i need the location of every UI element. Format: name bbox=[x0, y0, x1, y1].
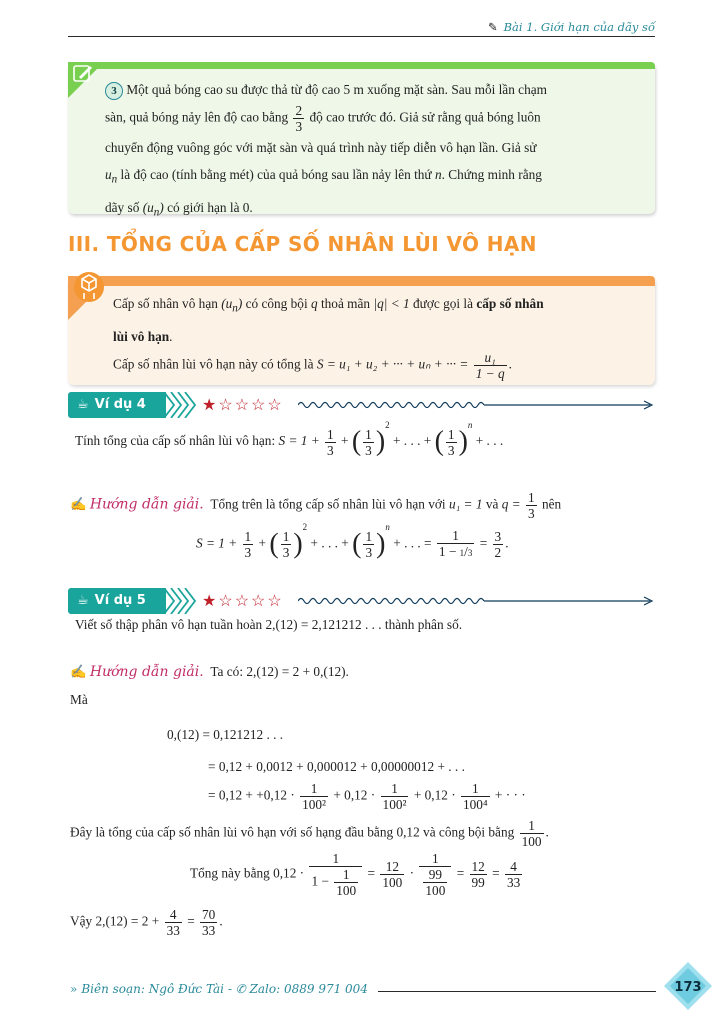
wavy-arrow bbox=[298, 398, 658, 412]
fraction-two-thirds: $\frac{2}{3}$ bbox=[295, 103, 303, 134]
double-chevron-icon: » bbox=[70, 982, 78, 996]
definition-box-topbar bbox=[68, 276, 655, 286]
exercise-line-5: dãy số $(u_n)$ có giới hạn là 0. bbox=[105, 199, 253, 219]
paren-right: ) bbox=[458, 426, 468, 457]
final-line: Vậy 2,(12) = 2 + $\frac{4}{33}$ = $\frac{70}{33}$ . bbox=[70, 907, 223, 938]
frac-3-2: $\frac{3}{2}$ bbox=[494, 529, 502, 560]
page-number-badge bbox=[662, 960, 714, 1012]
frac-1-100: $\frac{1}{100}$ bbox=[336, 867, 357, 898]
example-5-guide: ✍ Hướng dẫn giải. Ta có: 2,(12) = 2 + 0,(12). bbox=[70, 664, 349, 680]
example-4-guide: ✍ Hướng dẫn giải. Tổng trên là tổng cấp số nhân lùi vô hạn với u₁ = 1 và q = $\frac{1}{3}$ nên bbox=[70, 490, 562, 521]
definition-line-3: Cấp số nhân lùi vô hạn này có tổng là S = u₁ + u₂ + ··· + uₙ + ··· = $\frac{\text{u₁}}{1 - q}$ . bbox=[113, 349, 512, 381]
paren-right: ) bbox=[293, 528, 303, 560]
exercise-line-2: sàn, quả bóng nảy lên độ cao bằng $\frac{2}{3}$ độ cao trước đó. Giả sử rằng quả bóng luôn bbox=[105, 103, 541, 134]
total-line: Tổng này bằng 0,12 · 1 1 − $\frac{1}{100}$ = $\frac{12}{100}$ · $\frac{1}{\frac{99}{100}}$ = $\frac{12}{99}$ = $\frac{4}{33}$ bbox=[190, 851, 521, 898]
frac-1-3: $\frac{1}{3}$ bbox=[447, 426, 455, 458]
definition-line-1: Cấp số nhân vô hạn $(u_n)$ có công bội q thoả mãn |q| < 1 được gọi là cấp số nhân bbox=[113, 296, 544, 315]
frac-1-100sq: $\frac{1}{\text{100²}}$ bbox=[302, 781, 327, 812]
definition-text bbox=[113, 290, 643, 381]
frac-1-100sq: $\frac{1}{\text{100²}}$ bbox=[382, 781, 407, 812]
frac-sum-result: $\frac{1}{1 - 1/3}$ bbox=[438, 528, 473, 559]
frac-4-33: $\frac{4}{33}$ bbox=[166, 907, 180, 938]
frac-99-100: $\frac{99}{100}$ bbox=[425, 867, 446, 898]
frac-1-3: $\frac{1}{3}$ bbox=[327, 426, 334, 458]
exercise-text bbox=[105, 76, 641, 226]
footer-rule bbox=[378, 991, 656, 992]
exercise-line-1: 3 Một quả bóng cao su được thả từ độ cao 5 m xuống mặt sàn. Sau mỗi lần chạm bbox=[105, 76, 641, 103]
coffee-cup-icon: ☕ bbox=[77, 593, 89, 608]
running-header: ✎ Bài 1. Giới hạn của dãy số bbox=[487, 20, 655, 34]
example-5-problem: Viết số thập phân vô hạn tuần hoàn 2,(12) = 2,121212 . . . thành phân số. bbox=[75, 617, 463, 632]
example-4-label: ☕ Ví dụ 4 bbox=[68, 392, 166, 418]
frac-1-100: $\frac{1}{100}$ bbox=[521, 818, 542, 849]
frac-12-99: $\frac{12}{99}$ bbox=[471, 859, 485, 890]
frac-1-3: $\frac{1}{3}$ bbox=[365, 426, 372, 458]
frac-1-3: $\frac{1}{3}$ bbox=[365, 529, 373, 560]
frac-geometric-sum: 1 1 − $\frac{1}{100}$ bbox=[309, 851, 362, 898]
paren-right: ) bbox=[375, 426, 386, 457]
exercise-box-topbar bbox=[68, 62, 655, 69]
chevron-decoration bbox=[164, 588, 200, 614]
paren-right: ) bbox=[376, 528, 386, 560]
exercise-number: 3 bbox=[105, 82, 123, 100]
frac-1-3: $\frac{1}{3}$ bbox=[527, 490, 535, 521]
edit-icon: ✎ bbox=[487, 20, 498, 34]
hand-pencil-icon: ✍ bbox=[70, 496, 87, 512]
frac-1-3: $\frac{1}{3}$ bbox=[282, 529, 290, 560]
paren-left: ( bbox=[434, 426, 444, 457]
text-ma: Mà bbox=[70, 692, 88, 707]
head-cube-icon bbox=[70, 268, 110, 308]
sum-formula-fraction: $\frac{\text{u₁}}{1 - q}$ bbox=[475, 349, 505, 381]
coffee-cup-icon: ☕ bbox=[77, 397, 89, 412]
frac-4-33: $\frac{4}{33}$ bbox=[506, 859, 521, 890]
frac-12-100: $\frac{12}{100}$ bbox=[382, 859, 403, 890]
example-5-label: ☕ Ví dụ 5 bbox=[68, 588, 166, 614]
difficulty-stars: ★☆☆☆☆ bbox=[202, 591, 284, 610]
summary-line: Đây là tổng của cấp số nhân lùi vô hạn với số hạng đầu bằng 0,12 và công bội bằng $\frac{1}{100}$ . bbox=[70, 818, 549, 849]
exercise-line-4: $u_n$ là độ cao (tính bằng mét) của quả bóng sau lần nảy lên thứ n. Chứng minh rằng bbox=[105, 167, 542, 186]
frac-70-33: $\frac{70}{33}$ bbox=[202, 907, 216, 938]
paren-left: ( bbox=[269, 528, 279, 560]
exercise-line-3: chuyển động vuông góc với mặt sàn và quá trình này tiếp diễn vô hạn lần. Giả sử bbox=[105, 140, 537, 155]
equation-line-1: 0,(12) = 0,121212 . . . bbox=[167, 727, 284, 742]
paren-left: ( bbox=[351, 426, 362, 457]
paren-left: ( bbox=[352, 528, 362, 560]
equation-line-2: = 0,12 + 0,0012 + 0,000012 + 0,00000012 + . . . bbox=[208, 759, 465, 774]
header-rule bbox=[68, 36, 655, 37]
pencil-note-icon bbox=[71, 63, 95, 85]
frac-1-100-4: $\frac{1}{\text{100⁴}}$ bbox=[463, 781, 488, 812]
example-4-problem: Tính tổng của cấp số nhân lùi vô hạn: S = 1 + $\frac{1}{3}$ + ( $\frac{1}{3}$ )$^2$ + . . . + ( $\frac{1}{3}$ )$^n$ + . . . bbox=[75, 419, 504, 458]
definition-line-2: lùi vô hạn. bbox=[113, 328, 173, 344]
page-number: 173 bbox=[674, 980, 702, 995]
chevron-decoration bbox=[164, 392, 200, 418]
equation-line-3: = 0,12 + +0,12 · $\frac{1}{\text{100²}}$ + 0,12 · $\frac{1}{\text{100²}}$ + 0,12 · $\frac{1}{\text{100⁴}}$ + · · · bbox=[208, 781, 526, 812]
example-4-result: S = 1 + $\frac{1}{3}$ + ( $\frac{1}{3}$ )$^2$ + . . . + ( $\frac{1}{3}$ )$^n$ + . . . = $\frac{1}{1 - 1/3}$ = $\frac{3}{2}$ . bbox=[196, 522, 509, 560]
footer-credit: » Biên soạn: Ngô Đức Tài - ✆ Zalo: 0889 971 004 bbox=[70, 982, 368, 996]
difficulty-stars: ★☆☆☆☆ bbox=[202, 395, 284, 414]
wavy-arrow bbox=[298, 594, 658, 608]
section-title: III. TỔNG CỦA CẤP SỐ NHÂN LÙI VÔ HẠN bbox=[68, 232, 537, 256]
frac-1-3: $\frac{1}{3}$ bbox=[244, 529, 252, 560]
hand-pencil-icon: ✍ bbox=[70, 664, 87, 679]
frac-1-over-99-100: $\frac{1}{\frac{99}{100}}$ bbox=[419, 851, 451, 898]
